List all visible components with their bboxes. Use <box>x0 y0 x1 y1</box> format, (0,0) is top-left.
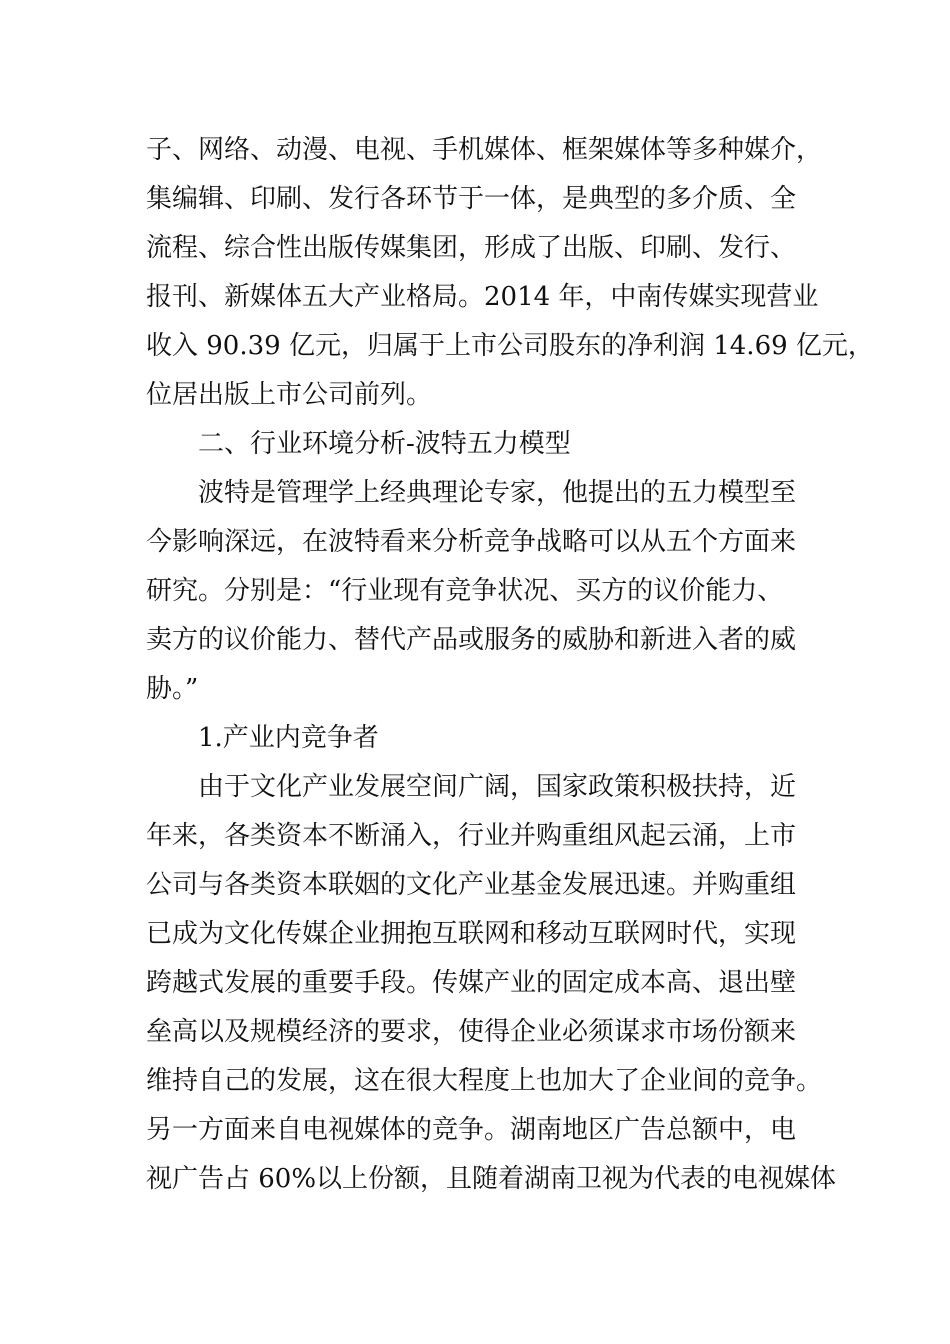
section-heading: 二、行业环境分析-波特五力模型 <box>198 429 571 459</box>
text-line: 垒高以及规模经济的要求，使得企业必须谋求市场份额来 <box>146 1017 797 1047</box>
text-line: 位居出版上市公司前列。 <box>146 380 433 410</box>
text-line: 另一方面来自电视媒体的竞争。湖南地区广告总额中，电 <box>146 1115 797 1145</box>
text-line: 公司与各类资本联姻的文化产业基金发展迅速。并购重组 <box>146 870 797 900</box>
text-line: 由于文化产业发展空间广阔，国家政策积极扶持，近 <box>198 772 797 802</box>
text-line: 研究。分别是：“行业现有竞争状况、买方的议价能力、 <box>146 576 784 606</box>
text-line: 波特是管理学上经典理论专家，他提出的五力模型至 <box>198 478 797 508</box>
text-line: 集编辑、印刷、发行各环节于一体，是典型的多介质、全 <box>146 184 797 214</box>
text-line: 跨越式发展的重要手段。传媒产业的固定成本高、退出壁 <box>146 968 797 998</box>
text-line: 流程、综合性出版传媒集团，形成了出版、印刷、发行、 <box>146 233 797 263</box>
text-line: 卖方的议价能力、替代产品或服务的威胁和新进入者的威 <box>146 625 797 655</box>
text-line: 年来，各类资本不断涌入，行业并购重组风起云涌，上市 <box>146 821 797 851</box>
text-line: 已成为文化传媒企业拥抱互联网和移动互联网时代，实现 <box>146 919 797 949</box>
text-line: 收入 90.39 亿元，归属于上市公司股东的净利润 14.69 亿元， <box>146 331 874 361</box>
text-line: 胁。” <box>146 674 199 704</box>
text-line: 报刊、新媒体五大产业格局。2014 年，中南传媒实现营业 <box>146 282 819 312</box>
text-line: 视广告占 60%以上份额，且随着湖南卫视为代表的电视媒体 <box>146 1164 837 1194</box>
text-line: 维持自己的发展，这在很大程度上也加大了企业间的竞争。 <box>146 1066 823 1096</box>
text-line: 子、网络、动漫、电视、手机媒体、框架媒体等多种媒介， <box>146 135 823 165</box>
body-text <box>146 126 874 1204</box>
text-line: 今影响深远，在波特看来分析竞争战略可以从五个方面来 <box>146 527 797 557</box>
subsection-heading: 1.产业内竞争者 <box>198 723 379 753</box>
